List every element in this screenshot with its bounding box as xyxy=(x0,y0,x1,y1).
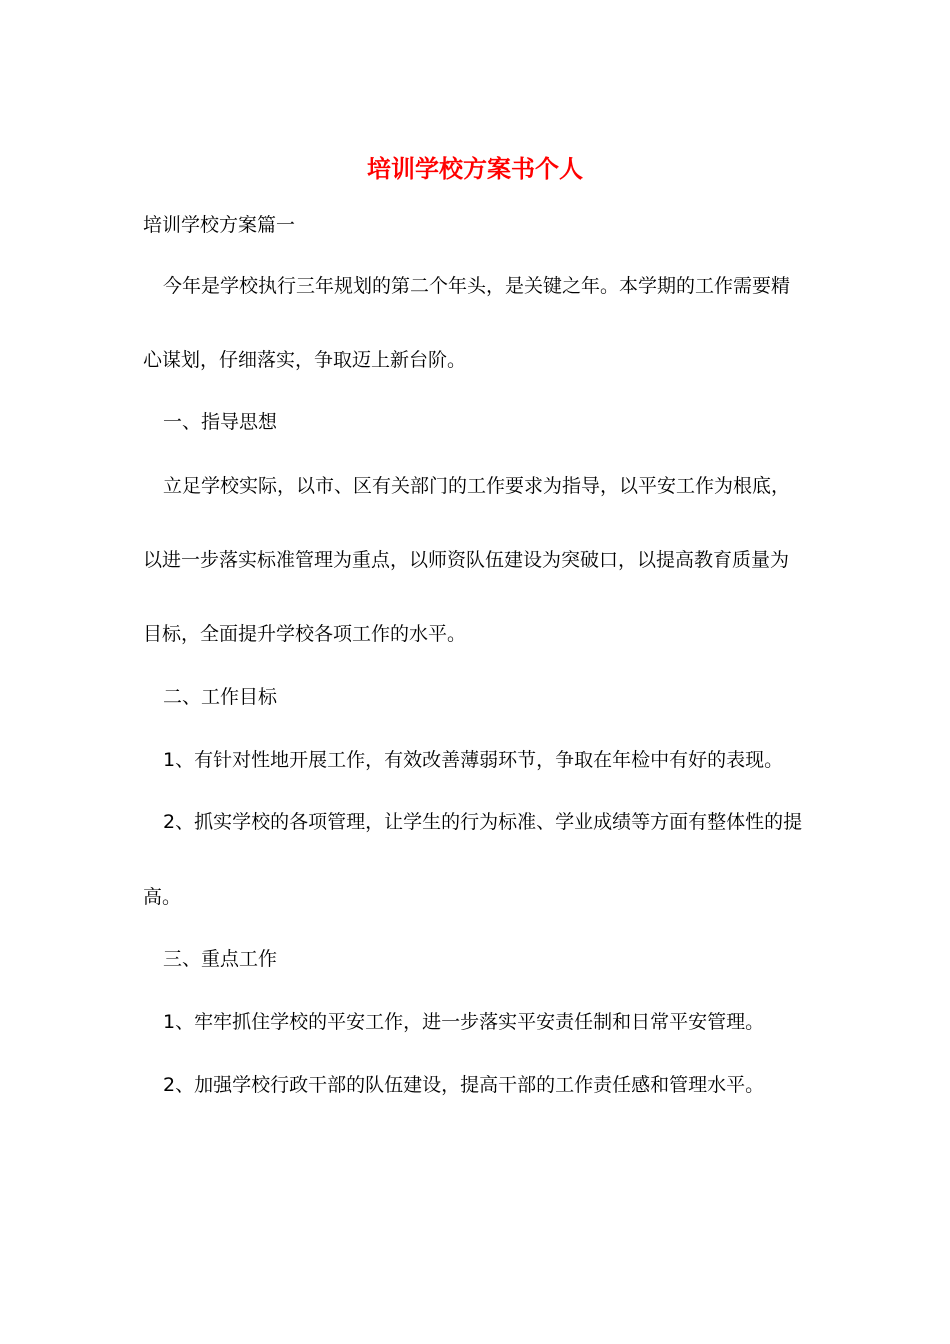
paragraph-line: 心谋划，仔细落实，争取迈上新台阶。 xyxy=(143,349,467,371)
paragraph-line: 高。 xyxy=(143,886,182,908)
paragraph-line: 立足学校实际，以市、区有关部门的工作要求为指导，以平安工作为根底， xyxy=(163,475,791,497)
section-heading-plan-one: 培训学校方案篇一 xyxy=(143,214,296,236)
paragraph-line: 今年是学校执行三年规划的第二个年头，是关键之年。本学期的工作需要精 xyxy=(163,275,791,297)
paragraph-line: 目标，全面提升学校各项工作的水平。 xyxy=(143,623,467,645)
list-item: 2、加强学校行政干部的队伍建设，提高干部的工作责任感和管理水平。 xyxy=(163,1074,765,1096)
list-item: 1、牢牢抓住学校的平安工作，进一步落实平安责任制和日常平安管理。 xyxy=(163,1011,765,1033)
list-item: 2、抓实学校的各项管理，让学生的行为标准、学业成绩等方面有整体性的提 xyxy=(163,811,803,833)
section-heading-work-goals: 二、工作目标 xyxy=(163,686,278,708)
section-heading-key-work: 三、重点工作 xyxy=(163,948,278,970)
paragraph-line: 以进一步落实标准管理为重点，以师资队伍建设为突破口，以提高教育质量为 xyxy=(143,549,790,571)
section-heading-guiding-thought: 一、指导思想 xyxy=(163,411,278,433)
document-title: 培训学校方案书个人 xyxy=(367,154,583,183)
list-item: 1、有针对性地开展工作，有效改善薄弱环节，争取在年检中有好的表现。 xyxy=(163,749,784,771)
